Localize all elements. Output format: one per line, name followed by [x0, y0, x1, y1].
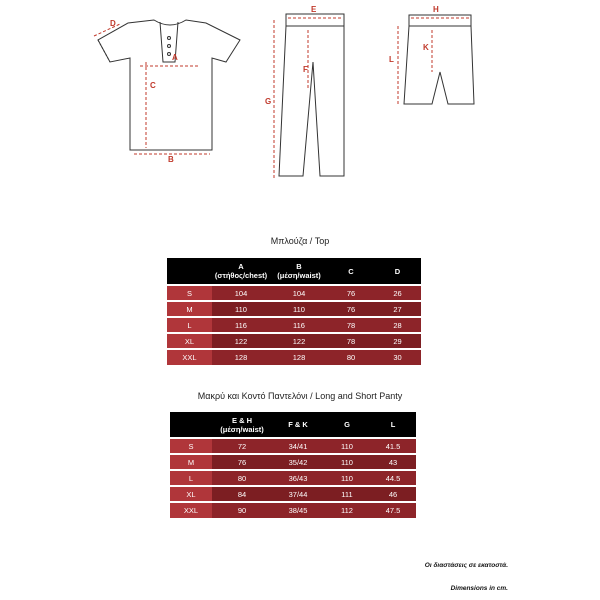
- value-cell: 112: [324, 502, 370, 518]
- value-cell: 116: [212, 317, 270, 333]
- value-cell: 34/41: [272, 438, 324, 454]
- table-row: [170, 502, 416, 518]
- size-label: XXL: [167, 349, 212, 365]
- size-label: S: [167, 285, 212, 301]
- table-row: [167, 349, 421, 365]
- size-label: L: [167, 317, 212, 333]
- value-cell: 80: [328, 349, 374, 365]
- table-corner: [167, 258, 212, 285]
- size-label: M: [170, 454, 212, 470]
- size-label: S: [170, 438, 212, 454]
- value-cell: 104: [270, 285, 328, 301]
- dim-letter-h: H: [433, 5, 439, 14]
- value-cell: 84: [212, 486, 272, 502]
- top-size-table: [167, 258, 421, 365]
- value-cell: 76: [212, 454, 272, 470]
- note-greek: Οι διαστάσεις σε εκατοστά.: [424, 562, 508, 569]
- value-cell: 47.5: [370, 502, 416, 518]
- header-cell: D: [374, 258, 421, 285]
- value-cell: 111: [324, 486, 370, 502]
- value-cell: 110: [270, 301, 328, 317]
- dim-letter-f: F: [303, 65, 308, 74]
- pants-table-title: Μακρύ και Κοντό Παντελόνι / Long and Short Panty: [197, 391, 403, 401]
- table-row: [167, 301, 421, 317]
- table-row: [170, 486, 416, 502]
- value-cell: 76: [328, 285, 374, 301]
- note-english: Dimensions in cm.: [450, 585, 508, 592]
- value-cell: 80: [212, 470, 272, 486]
- value-cell: 37/44: [272, 486, 324, 502]
- value-cell: 30: [374, 349, 421, 365]
- value-cell: 44.5: [370, 470, 416, 486]
- value-cell: 26: [374, 285, 421, 301]
- short-pants-diagram: [404, 15, 474, 104]
- value-cell: 29: [374, 333, 421, 349]
- dim-letter-b: B: [168, 155, 174, 164]
- value-cell: 78: [328, 333, 374, 349]
- header-cell: B (μέση/waist): [270, 258, 328, 285]
- value-cell: 104: [212, 285, 270, 301]
- header-cell: L: [370, 412, 416, 438]
- dim-letter-a: A: [172, 53, 178, 62]
- value-cell: 116: [270, 317, 328, 333]
- header-cell: C: [328, 258, 374, 285]
- value-cell: 110: [324, 438, 370, 454]
- value-cell: 27: [374, 301, 421, 317]
- header-cell: E & H (μέση/waist): [212, 412, 272, 438]
- size-label: M: [167, 301, 212, 317]
- value-cell: 72: [212, 438, 272, 454]
- top-diagram: [98, 20, 240, 150]
- header-cell: A (στήθος/chest): [212, 258, 270, 285]
- value-cell: 36/43: [272, 470, 324, 486]
- dim-letter-d: D: [110, 19, 116, 28]
- value-cell: 38/45: [272, 502, 324, 518]
- dim-letter-e: E: [311, 5, 317, 14]
- value-cell: 28: [374, 317, 421, 333]
- value-cell: 122: [212, 333, 270, 349]
- value-cell: 128: [270, 349, 328, 365]
- dim-letter-c: C: [150, 81, 156, 90]
- header-cell: F & K: [272, 412, 324, 438]
- top-table-title: Μπλούζα / Top: [270, 236, 330, 246]
- value-cell: 41.5: [370, 438, 416, 454]
- value-cell: 43: [370, 454, 416, 470]
- value-cell: 90: [212, 502, 272, 518]
- dim-letter-l: L: [389, 55, 394, 64]
- table-row: [170, 470, 416, 486]
- long-pants-diagram: [279, 14, 344, 176]
- value-cell: 35/42: [272, 454, 324, 470]
- table-row: [170, 438, 416, 454]
- garment-diagrams: [0, 0, 600, 200]
- table-row: [167, 317, 421, 333]
- value-cell: 110: [212, 301, 270, 317]
- value-cell: 110: [324, 454, 370, 470]
- value-cell: 128: [212, 349, 270, 365]
- value-cell: 76: [328, 301, 374, 317]
- header-cell: G: [324, 412, 370, 438]
- dim-letter-g: G: [265, 97, 272, 106]
- value-cell: 78: [328, 317, 374, 333]
- table-row: [167, 333, 421, 349]
- value-cell: 110: [324, 470, 370, 486]
- table-corner: [170, 412, 212, 438]
- size-label: XL: [167, 333, 212, 349]
- dim-letter-k: K: [423, 43, 429, 52]
- table-row: [167, 285, 421, 301]
- value-cell: 122: [270, 333, 328, 349]
- size-label: L: [170, 470, 212, 486]
- size-label: XXL: [170, 502, 212, 518]
- table-row: [170, 454, 416, 470]
- pants-size-table: [170, 412, 416, 518]
- size-label: XL: [170, 486, 212, 502]
- value-cell: 46: [370, 486, 416, 502]
